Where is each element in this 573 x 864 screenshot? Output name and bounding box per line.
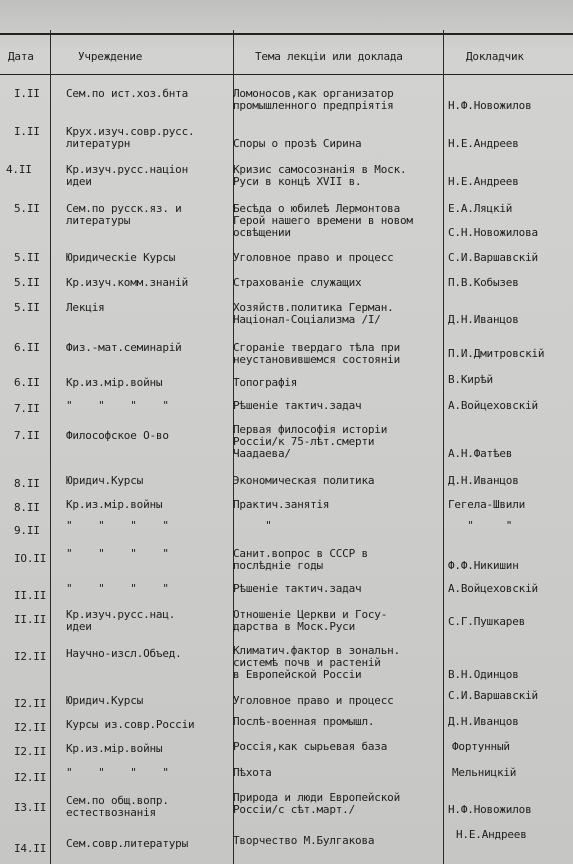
row-topic: Практич.занятія [233,498,330,511]
row-institution: Кр.изуч.русс.націон идеи [66,163,189,188]
row-speaker: Н.Е.Андреев [456,828,527,841]
header-bottom-rule [0,74,573,75]
row-topic: Природа и люди Европейской Россіи/с сѣт.март./ [233,791,400,816]
row-speaker: С.И.Варшавскій [448,251,538,264]
row-speaker: Ф.Ф.Никишин [448,559,519,572]
row-topic: Первая философія исторіи Россіи/к 75-лѣт.смерти Чаадаева/ [233,423,388,460]
row-topic: Послѣ-военная промышл. [233,715,375,728]
row-date: I4.II [14,842,47,855]
row-institution: " " " " [66,519,169,532]
row-institution: Кр.из.мір.войны [66,376,163,389]
row-institution: " " " " [66,547,169,560]
row-date: I.II [14,125,40,138]
row-institution: Физ.-мат.семинарій [66,341,182,354]
row-date: 5.II [14,202,40,215]
row-speaker: В.Кирѣй [448,373,493,386]
row-date: 6.II [14,376,40,389]
row-topic: Санит.вопрос в СССР в послѣдніе годы [233,547,368,572]
column-divider-1 [50,30,51,864]
row-speaker: Д.Н.Иванцов [448,474,519,487]
row-speaker: В.Н.Одинцов [448,668,519,681]
row-topic: Уголовное право и процесс [233,694,394,707]
row-date: IO.II [14,552,47,565]
row-topic: Ломоносов,как организатор промышленного предпріятія [233,87,394,112]
row-institution: Юридическіе Курсы [66,251,176,264]
row-institution: Лекція [66,301,105,314]
row-date: I2.II [14,697,47,710]
row-institution: Кр.изуч.комм.знаній [66,276,189,289]
row-speaker: Н.Е.Андреев [448,175,519,188]
row-date: I.II [14,87,40,100]
row-topic: Споры о прозѣ Сирина [233,137,362,150]
row-institution: Сем.совр.литературы [66,837,189,850]
row-date: 7.II [14,429,40,442]
row-speaker: Н.Е.Андреев [448,137,519,150]
row-topic: Кризис самосознанія в Моск. Руси в концѣ XVII в. [233,163,407,188]
row-speaker: Д.Н.Иванцов [448,715,519,728]
row-topic: Топографія [233,376,298,389]
row-topic: Отношеніе Церкви и Госу- дарства в Моск.Руси [233,608,388,633]
row-institution: " " " " [66,399,169,412]
row-speaker: Мельницкій [452,766,517,779]
row-topic: Климатич.фактор в зональн. системѣ почв и растеній в Европейской Россіи [233,644,400,681]
row-topic: Россія,как сырьевая база [233,740,388,753]
row-topic: Сгораніе твердаго тѣла при неустановившемся состояніи [233,341,400,366]
row-date: 8.II [14,501,40,514]
row-date: 5.II [14,301,40,314]
row-speaker: С.Г.Пушкарев [448,615,526,628]
row-speaker: " " [448,519,513,532]
row-institution: Юридич.Курсы [66,474,144,487]
row-institution: Кр.изуч.русс.нац. идеи [66,608,176,633]
row-topic: Творчество М.Булгакова [233,834,375,847]
row-date: I2.II [14,650,47,663]
row-topic: Бесѣда о юбилеѣ Лермонтова Герой нашего времени в новом освѣщении [233,202,413,239]
row-institution: Юридич.Курсы [66,694,144,707]
row-date: 5.II [14,276,40,289]
row-date: I2.II [14,745,47,758]
row-speaker: Н.Ф.Новожилов [448,99,532,112]
header-top-rule [0,33,573,35]
row-speaker: А.Н.Фатѣев [448,447,513,460]
row-date: I2.II [14,771,47,784]
row-topic: Уголовное право и процесс [233,251,394,264]
row-institution: Сем.по общ.вопр. естествознанія [66,794,169,819]
row-speaker: С.И.Варшавскій [448,689,538,702]
row-speaker: А.Войцеховскій [448,582,538,595]
row-speaker: Н.Ф.Новожилов [448,803,532,816]
row-institution: Научно-изсл.Объед. [66,647,182,660]
row-date: 8.II [14,477,40,490]
row-topic: Рѣшеніе тактич.задач [233,582,362,595]
row-speaker: Д.Н.Иванцов [448,313,519,326]
header-speaker: Докладчик [466,50,524,63]
row-date: 4.II [6,163,32,176]
row-institution: Сем.по русск.яз. и литературы [66,202,182,227]
row-date: II.II [14,589,47,602]
row-institution: Кр.из.мір.войны [66,498,163,511]
row-speaker: Гегела-Швили [448,498,526,511]
row-speaker: Е.А.Ляцкій С.Н.Новожилова [448,202,538,239]
row-institution: Крух.изуч.совр.русс. литературн [66,125,195,150]
row-date: 5.II [14,251,40,264]
row-date: II.II [14,613,47,626]
row-date: I2.II [14,721,47,734]
row-date: 7.II [14,402,40,415]
row-institution: Сем.по ист.хоз.бнта [66,87,189,100]
row-topic: " [233,519,272,532]
header-date: Дата [8,50,34,63]
column-divider-3 [443,30,444,864]
row-speaker: А.Войцеховскій [448,399,538,412]
row-topic: Экономическая политика [233,474,375,487]
row-institution: " " " " [66,766,169,779]
row-speaker: П.И.Дмитровскій [448,347,545,360]
row-topic: Хозяйств.политика Герман. Націонал-Соціализма /I/ [233,301,394,326]
row-institution: " " " " [66,582,169,595]
row-speaker: Фортунный [452,740,510,753]
row-speaker: П.В.Кобызев [448,276,519,289]
row-topic: Страхованіе служащих [233,276,362,289]
row-institution: Курсы из.совр.Россіи [66,718,195,731]
row-date: 9.II [14,524,40,537]
row-topic: Пѣхота [233,766,272,779]
row-topic: Рѣшеніе тактич.задач [233,399,362,412]
row-institution: Кр.из.мір.войны [66,742,163,755]
row-date: I3.II [14,801,47,814]
header-topic: Тема лекціи или доклада [255,50,403,63]
row-institution: Философское О-во [66,429,169,442]
header-institution: Учреждение [78,50,143,63]
row-date: 6.II [14,341,40,354]
